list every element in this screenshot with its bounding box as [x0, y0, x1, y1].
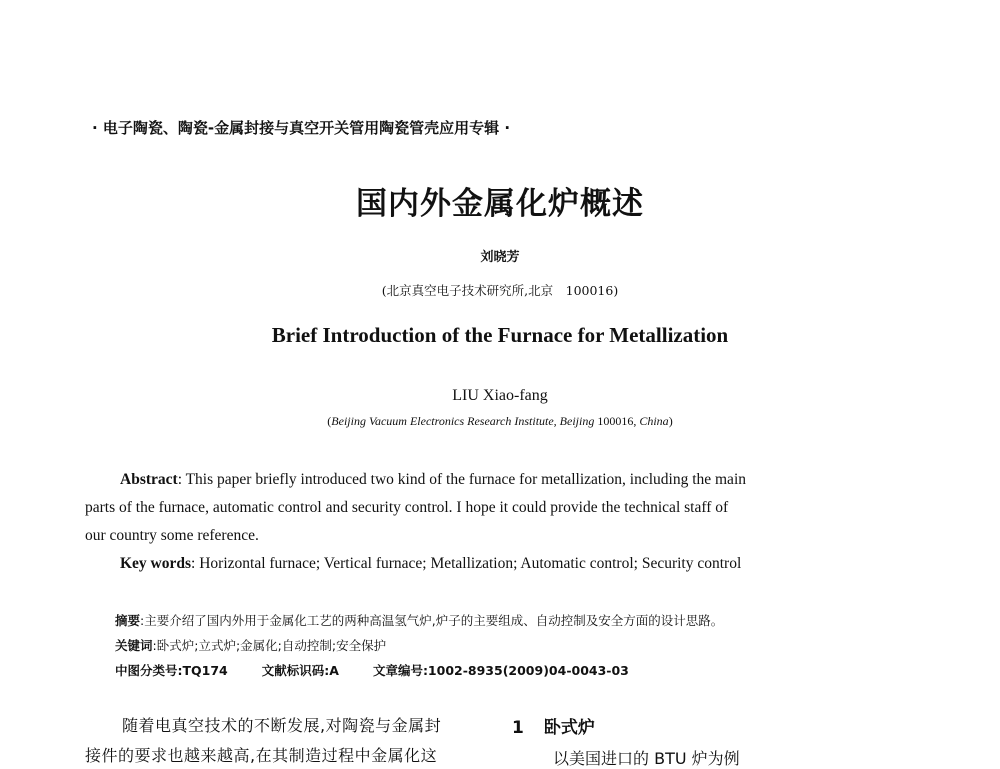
classification-line — [115, 661, 663, 679]
series-header: · 电子陶瓷、陶瓷-金属封接与真空开关管用陶瓷管壳应用专辑 · — [92, 119, 511, 137]
abstract-chinese-label: 摘要 — [115, 613, 141, 628]
abstract-english-line-3: our country some reference. — [85, 527, 259, 544]
keywords-text: : Horizontal furnace; Vertical furnace; Metallization; Automatic control; Security control — [191, 555, 742, 572]
body-left-line-2: 接件的要求也越来越高,在其制造过程中金属化这 — [85, 746, 438, 765]
abstract-label: Abstract — [120, 471, 178, 488]
body-left-line-1: 随着电真空技术的不断发展,对陶瓷与金属封 — [122, 716, 442, 735]
keywords-chinese-label: 关键词 — [115, 638, 153, 653]
document-code: 文献标识码:A — [261, 663, 339, 678]
affiliation-chinese: (北京真空电子技术研究所,北京 100016) — [381, 283, 619, 298]
article-number: 文章编号:1002-8935(2009)04-0043-03 — [372, 663, 629, 678]
clc-number: 中图分类号:TQ174 — [115, 663, 228, 678]
affiliation-country: China — [639, 414, 669, 428]
section-1-number: 1 — [512, 718, 524, 738]
author-english: LIU Xiao-fang — [452, 387, 548, 404]
title-chinese: 国内外金属化炉概述 — [356, 186, 644, 222]
author-chinese: 刘晓芳 — [480, 250, 520, 265]
affiliation-close-paren: ) — [668, 414, 673, 428]
affiliation-english — [0, 414, 1000, 429]
abstract-text-1: : This paper briefly introduced two kind of the furnace for metallization, including the main — [177, 471, 746, 488]
abstract-chinese-text: :主要介绍了国内外用于金属化工艺的两种高温氢气炉,炉子的主要组成、自动控制及安全方面的设计思路。 — [140, 613, 724, 628]
abstract-english-line-1 — [120, 466, 746, 494]
section-1-title: 卧式炉 — [543, 718, 595, 738]
keywords-label: Key words — [120, 555, 192, 572]
title-english: Brief Introduction of the Furnace for Metallization — [271, 323, 729, 347]
section-1-heading — [512, 713, 595, 738]
body-right-line-1: 以美国进口的 BTU 炉为例 — [553, 749, 740, 768]
affiliation-open-paren: ( — [327, 414, 332, 428]
affiliation-postcode: 100016, — [594, 414, 640, 428]
abstract-chinese — [115, 611, 723, 629]
keywords-chinese-text: :卧式炉;立式炉;金属化;自动控制;安全保护 — [152, 638, 387, 653]
keywords-chinese — [115, 636, 386, 654]
abstract-english-line-2: parts of the furnace, automatic control and security control. I hope it could provide the technical staff of — [85, 499, 729, 516]
affiliation-institute: Beijing Vacuum Electronics Research Institute, Beijing — [331, 414, 595, 428]
keywords-english — [120, 550, 741, 578]
